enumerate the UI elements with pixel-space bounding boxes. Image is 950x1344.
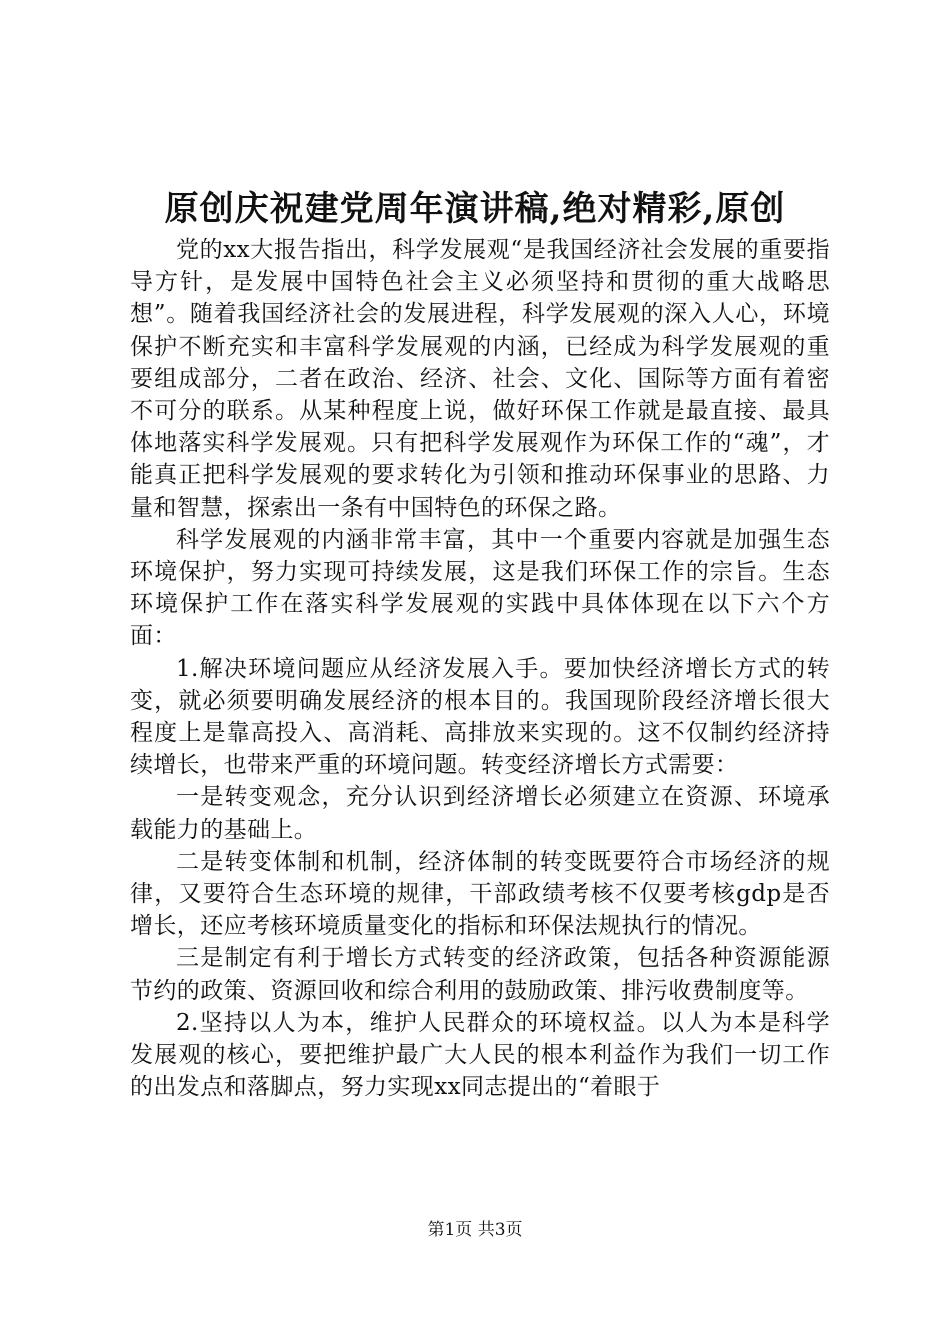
- paragraph-3: 1.解决环境问题应从经济发展入手。要加快经济增长方式的转变，就必须要明确发展经济的根本目的。我国现阶段经济增长很大程度上是靠高投入、高消耗、高排放来实现的。这不仅制约经济持续增长，也带来严重的环境问题。转变经济增长方式需要：: [130, 655, 830, 779]
- paragraph-6: 三是制定有利于增长方式转变的经济政策，包括各种资源能源节约的政策、资源回收和综合利用的鼓励政策、排污收费制度等。: [130, 945, 830, 1004]
- paragraph-2: 科学发展观的内涵非常丰富，其中一个重要内容就是加强生态环境保护，努力实现可持续发展，这是我们环保工作的宗旨。生态环境保护工作在落实科学发展观的实践中具体体现在以下六个方面：: [130, 526, 830, 650]
- document-title: 原创庆祝建党周年演讲稿,绝对精彩,原创: [164, 189, 786, 229]
- paragraph-7: 2.坚持以人为本，维护人民群众的环境权益。以人为本是科学发展观的核心，要把维护最广大人民的根本利益作为我们一切工作的出发点和落脚点，努力实现xx同志提出的“着眼于: [130, 1009, 830, 1101]
- page-number-footer: 第1页 共3页: [427, 1220, 523, 1240]
- paragraph-4: 一是转变观念，充分认识到经济增长必须建立在资源、环境承载能力的基础上。: [130, 784, 830, 843]
- document-body: [130, 234, 830, 1103]
- paragraph-5: 二是转变体制和机制，经济体制的转变既要符合市场经济的规律，又要符合生态环境的规律，干部政绩考核不仅要考核gdp是否增长，还应考核环境质量变化的指标和环保法规执行的情况。: [130, 848, 830, 940]
- paragraph-1: 党的xx大报告指出，科学发展观“是我国经济社会发展的重要指导方针，是发展中国特色社会主义必须坚持和贯彻的重大战略思想”。随着我国经济社会的发展进程，科学发展观的深入人心，环境保护不断充实和丰富科学发展观的内涵，已经成为科学发展观的重要组成部分，二者在政治、经济、社会、文化、国际等方面有着密不可分的联系。从某种程度上说，做好环保工作就是最直接、最具体地落实科学发展观。只有把科学发展观作为环保工作的“魂”，才能真正把科学发展观的要求转化为引领和推动环保事业的思路、力量和智慧，探索出一条有中国特色的环保之路。: [130, 237, 830, 521]
